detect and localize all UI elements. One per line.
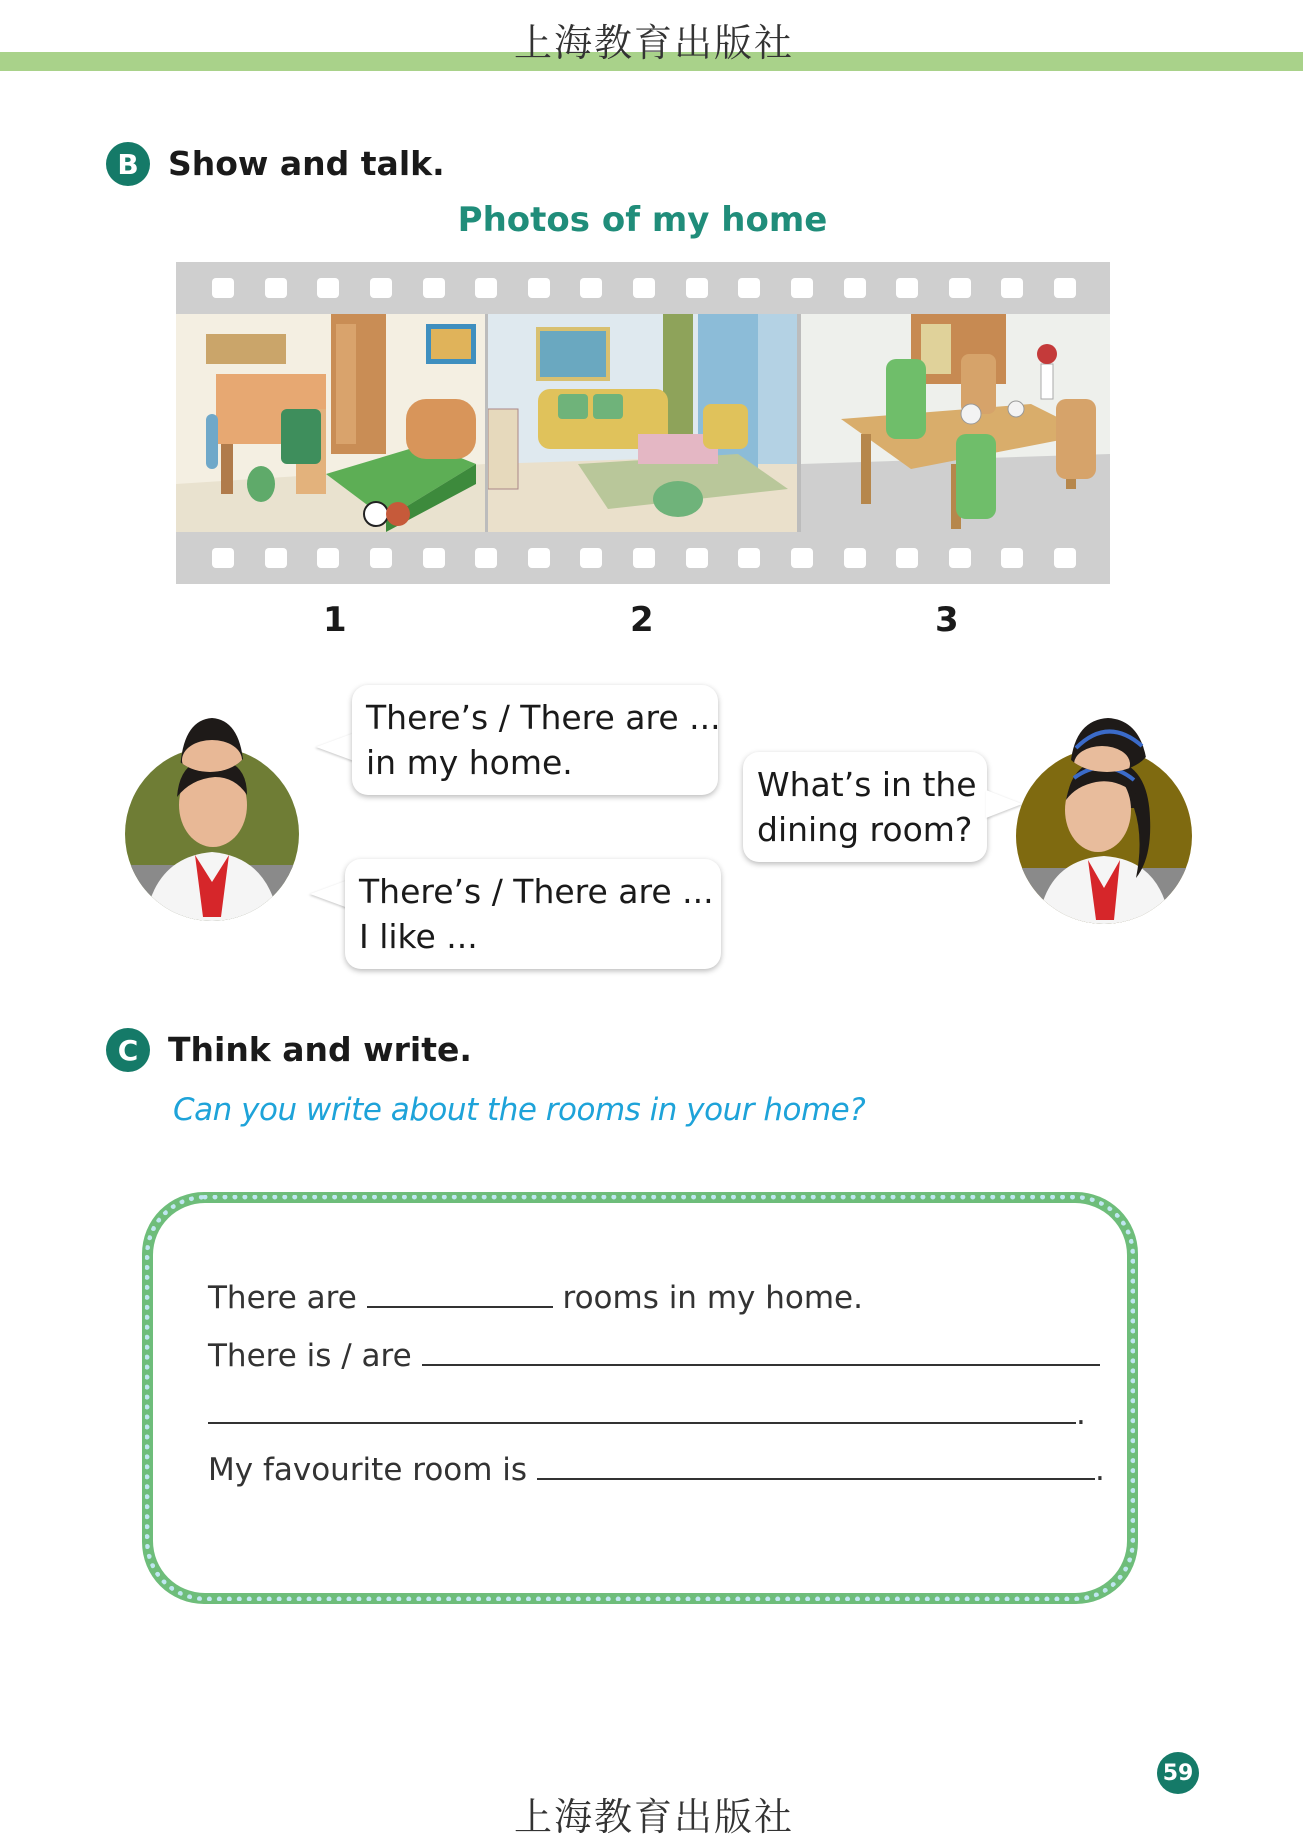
write-line-1	[208, 1280, 863, 1316]
bedroom-photo	[176, 314, 485, 532]
publisher-header: 上海教育出版社	[514, 21, 795, 65]
film-strip	[176, 262, 1110, 584]
write-line-2-before: There is / are	[208, 1338, 412, 1374]
favourite-room-blank[interactable]	[537, 1478, 1095, 1480]
write-line-1-after: rooms in my home.	[562, 1280, 863, 1316]
there-is-are-blank[interactable]	[422, 1364, 1100, 1366]
section-b-badge: B	[106, 142, 150, 186]
girl-avatar	[1016, 748, 1192, 924]
write-line-2	[208, 1338, 1100, 1374]
boy-bubble-1-line1: There’s / There are ...	[366, 698, 721, 737]
frame-number-2: 2	[630, 600, 654, 640]
write-line-3-end: .	[1076, 1396, 1086, 1432]
rooms-count-blank[interactable]	[367, 1306, 553, 1308]
boy-bubble-2-line1: There’s / There are ...	[359, 872, 714, 911]
dining-room-photo	[801, 314, 1110, 532]
write-line-4-before: My favourite room is	[208, 1452, 528, 1488]
page-number-badge: 59	[1157, 1752, 1199, 1794]
write-line-3	[208, 1396, 1086, 1432]
boy-bubble-2-line2: I like ...	[359, 917, 478, 956]
film-holes-top	[176, 262, 1110, 314]
frame-number-3: 3	[935, 600, 959, 640]
continuation-blank[interactable]	[208, 1422, 1076, 1424]
living-room-photo	[488, 314, 797, 532]
girl-head-overflow	[1062, 712, 1152, 772]
film-frames	[176, 314, 1110, 532]
bubble-tail-boy-1	[316, 733, 354, 761]
girl-bubble-line2: dining room?	[757, 810, 973, 849]
frame-number-1: 1	[323, 600, 347, 640]
boy-avatar	[125, 747, 299, 921]
photos-title: Photos of my home	[457, 200, 828, 240]
publisher-footer: 上海教育出版社	[514, 1795, 795, 1839]
film-holes-bottom	[176, 532, 1110, 584]
section-c-subtitle: Can you write about the rooms in your home?	[173, 1092, 866, 1128]
boy-speech-bubble-2	[345, 859, 721, 969]
section-b-title: Show and talk.	[168, 144, 445, 183]
write-line-1-before: There are	[208, 1280, 357, 1316]
girl-bubble-line1: What’s in the	[757, 765, 977, 804]
write-line-4	[208, 1452, 1105, 1488]
bubble-tail-girl	[986, 790, 1022, 818]
write-line-4-end: .	[1094, 1452, 1105, 1488]
section-c-badge: C	[106, 1028, 150, 1072]
boy-speech-bubble-1	[352, 685, 721, 795]
boy-bubble-1-line2: in my home.	[366, 743, 573, 782]
section-c-title: Think and write.	[168, 1030, 472, 1069]
boy-head-overflow	[170, 712, 250, 772]
bubble-tail-boy-2	[310, 880, 348, 908]
girl-speech-bubble	[743, 752, 987, 862]
